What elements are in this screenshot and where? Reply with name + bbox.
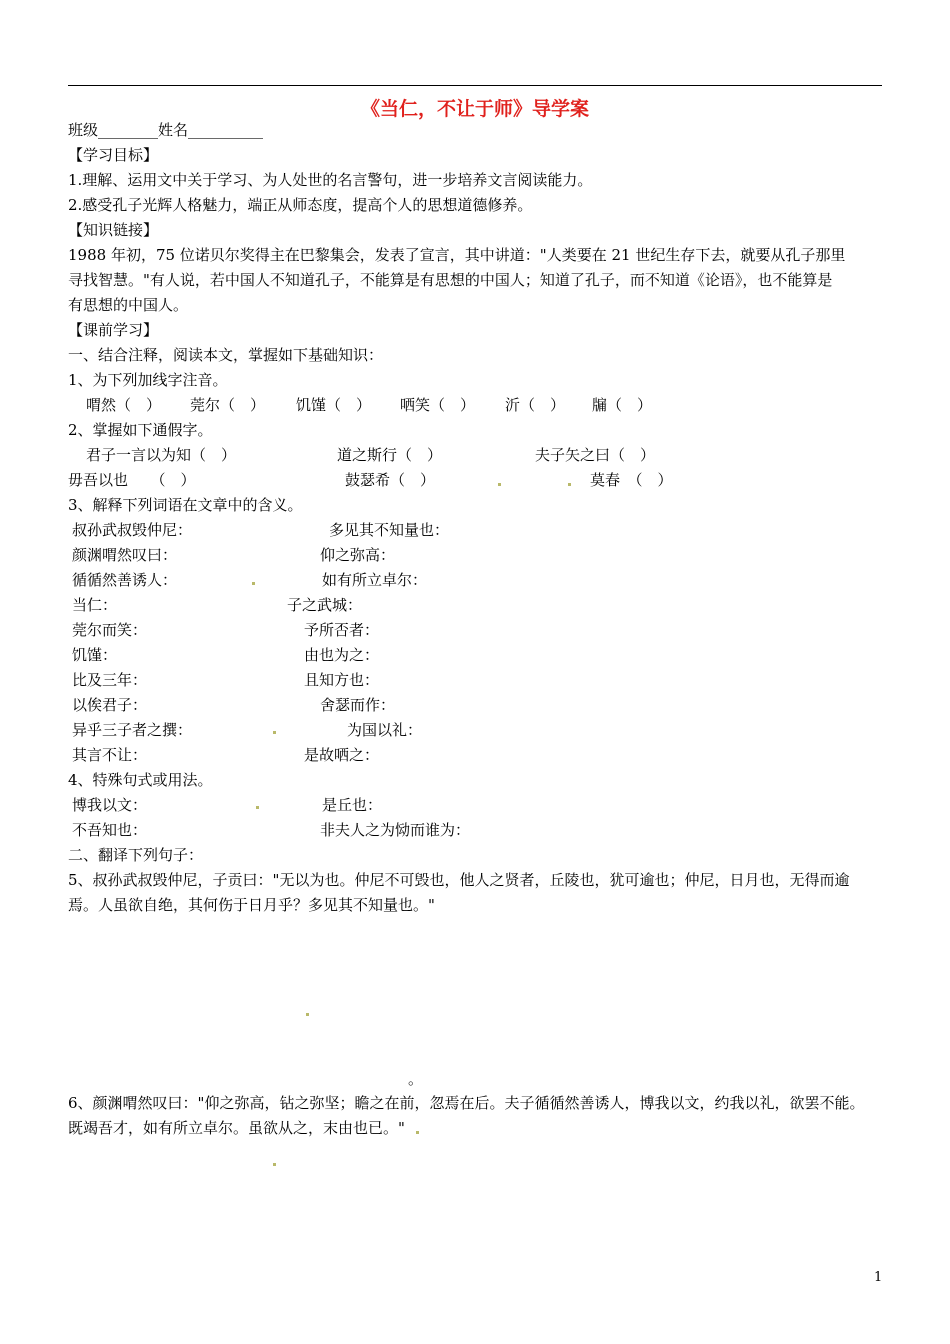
q3-term: 由也为之： <box>304 646 380 664</box>
q3-term: 比及三年： <box>72 671 148 689</box>
q3-term: 颜渊喟然叹曰： <box>72 546 178 564</box>
q3-term: 以俟君子： <box>72 696 148 714</box>
q1-item: 饥馑（ ） <box>296 396 372 414</box>
scan-mark <box>568 483 571 486</box>
section-pre-study: 【课前学习】 <box>68 321 159 339</box>
link-line-3: 有思想的中国人。 <box>68 296 189 314</box>
q3-term: 饥馑： <box>72 646 118 664</box>
scan-mark <box>306 1013 309 1016</box>
q3-term: 子之武城： <box>287 596 363 614</box>
goal-2: 2.感受孔子光辉人格魅力，端正从师态度，提高个人的思想道德修养。 <box>68 196 533 214</box>
q2-item: 君子一言以为知（ ） <box>86 446 237 464</box>
q3-term: 仰之弥高： <box>320 546 396 564</box>
scan-mark <box>256 806 259 809</box>
doc-title: 《当仁，不让于师》导学案 <box>360 98 589 120</box>
link-line-1: 1988 年初，75 位诺贝尔奖得主在巴黎集会，发表了宣言，其中讲道："人类要在 21 世纪生存下去，就要从孔子那里 <box>68 246 846 264</box>
question-6-line-2: 既竭吾才，如有所立卓尔。虽欲从之，末由也已。" <box>68 1119 405 1137</box>
scan-mark <box>273 731 276 734</box>
q4-term: 博我以文： <box>72 796 148 814</box>
link-line-2: 寻找智慧。"有人说，若中国人不知道孔子，不能算是有思想的中国人；知道了孔子，而不知道《论语》，也不能算是 <box>68 271 833 289</box>
q3-term: 如有所立卓尔： <box>322 571 428 589</box>
q3-term: 且知方也： <box>304 671 380 689</box>
q4-term: 不吾知也： <box>72 821 148 839</box>
q3-term: 舍瑟而作： <box>320 696 396 714</box>
header-rule <box>68 85 882 86</box>
q4-term: 非夫人之为恸而谁为： <box>320 821 471 839</box>
scan-mark <box>498 483 501 486</box>
section-goals: 【学习目标】 <box>68 146 159 164</box>
q2-item: 夫子矢之曰（ ） <box>535 446 656 464</box>
question-3: 3、解释下列词语在文章中的含义。 <box>68 496 303 514</box>
q5-trailing-mark: 。 <box>408 1070 424 1088</box>
q3-term: 其言不让： <box>72 746 148 764</box>
q2-item: 毋吾以也 （ ） <box>68 471 196 489</box>
goal-1: 1.理解、运用文中关于学习、为人处世的名言警句，进一步培养文言阅读能力。 <box>68 171 593 189</box>
question-4: 4、特殊句式或用法。 <box>68 771 213 789</box>
q3-term: 当仁： <box>72 596 118 614</box>
q3-term: 循循然善诱人： <box>72 571 178 589</box>
q1-item: 喟然（ ） <box>86 396 162 414</box>
q1-item: 哂笑（ ） <box>400 396 476 414</box>
scan-mark <box>416 1131 419 1134</box>
q3-term: 异乎三子者之撰： <box>72 721 193 739</box>
q1-item: 莞尔（ ） <box>190 396 266 414</box>
q1-item: 沂（ ） <box>505 396 566 414</box>
q1-item: 牖（ ） <box>592 396 653 414</box>
q3-term: 多见其不知量也： <box>329 521 450 539</box>
question-5-line-1: 5、叔孙武叔毁仲尼，子贡曰："无以为也。仲尼不可毁也，他人之贤者，丘陵也，犹可逾也；仲尼，日月也，无得而逾 <box>68 871 850 889</box>
q3-term: 为国以礼： <box>347 721 423 739</box>
scan-mark <box>273 1163 276 1166</box>
q2-item: 莫春 （ ） <box>590 471 673 489</box>
scan-mark <box>252 582 255 585</box>
q2-item: 道之斯行（ ） <box>337 446 443 464</box>
q3-term: 莞尔而笑： <box>72 621 148 639</box>
question-5-line-2: 焉。人虽欲自绝，其何伤于日月乎？多见其不知量也。" <box>68 896 435 914</box>
section-knowledge-link: 【知识链接】 <box>68 221 159 239</box>
q3-term: 叔孙武叔毁仲尼： <box>72 521 193 539</box>
q4-term: 是丘也： <box>322 796 383 814</box>
part-2-heading: 二、翻译下列句子： <box>68 846 204 864</box>
q2-item: 鼓瑟希（ ） <box>345 471 436 489</box>
part-1-heading: 一、结合注释，阅读本文，掌握如下基础知识： <box>68 346 384 364</box>
class-name-line: 班级________姓名__________ <box>68 121 264 139</box>
question-6-line-1: 6、颜渊喟然叹曰："仰之弥高，钻之弥坚；瞻之在前，忽焉在后。夫子循循然善诱人，博我以文，约我以礼，欲罢不能。 <box>68 1094 865 1112</box>
page-number: 1 <box>874 1270 883 1285</box>
question-2: 2、掌握如下通假字。 <box>68 421 213 439</box>
q3-term: 是故哂之： <box>304 746 380 764</box>
question-1: 1、为下列加线字注音。 <box>68 371 228 389</box>
q3-term: 予所否者： <box>304 621 380 639</box>
